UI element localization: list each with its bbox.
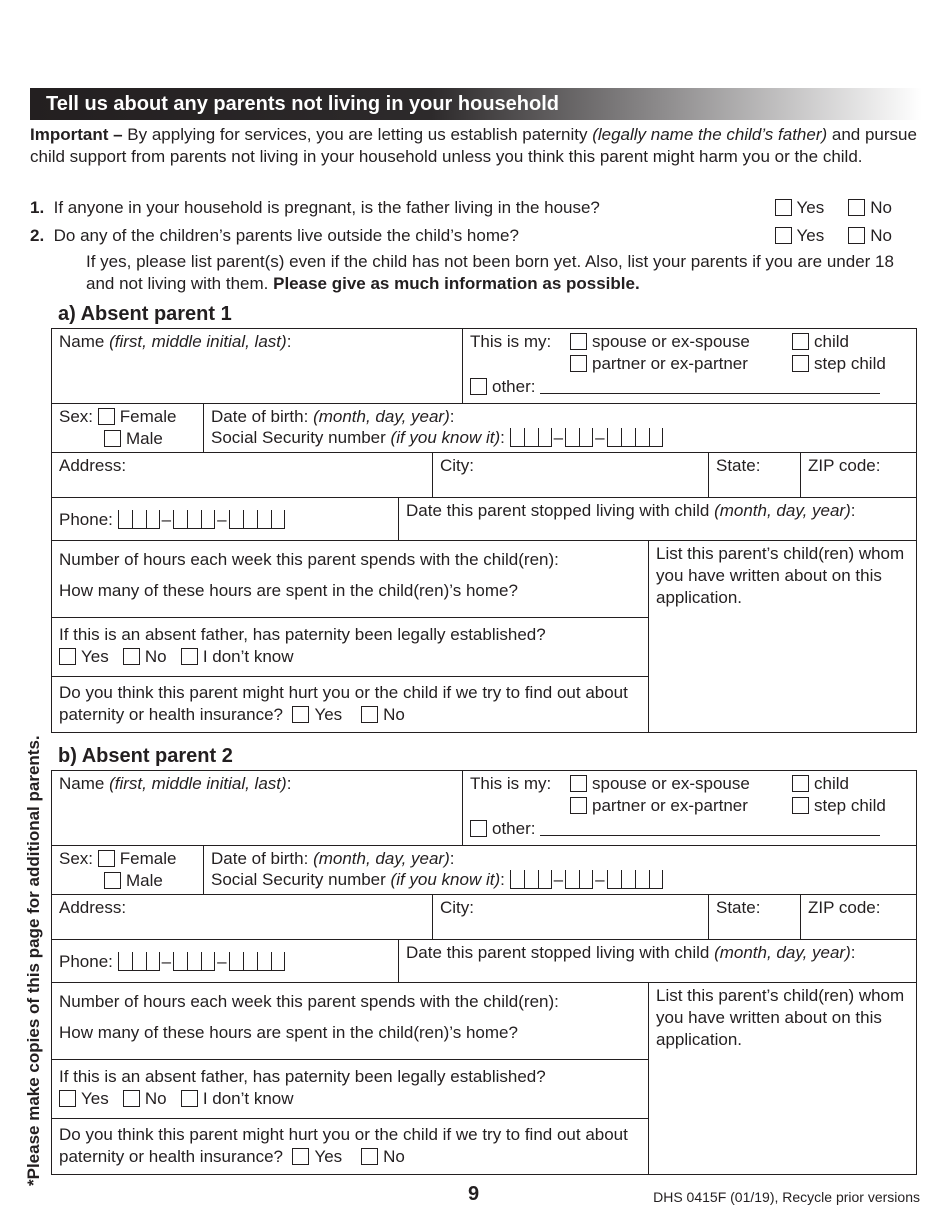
- other-label: other:: [492, 819, 536, 838]
- spouse-checkbox[interactable]: [570, 775, 587, 792]
- intro-text: By applying for services, you are letting us establish paternity: [122, 125, 593, 144]
- hours-home-label: How many of these hours are spent in the child(ren)’s home?: [59, 1023, 518, 1042]
- sex-field: [52, 846, 204, 895]
- dob-label: Date of birth:: [211, 849, 314, 868]
- city-label: City:: [440, 898, 474, 917]
- yes-label: Yes: [81, 647, 109, 666]
- dob-ssn-field: Date of birth: (month, day, year): Social Security number (if you know it): – –: [204, 404, 917, 453]
- date-stopped-hint: (month, day, year): [714, 943, 851, 962]
- male-label: Male: [126, 871, 163, 890]
- intro-text-2: and pursue child support from parents not living in your household unless you think this parent might harm you or the child.: [30, 125, 917, 166]
- male-checkbox[interactable]: [104, 430, 121, 447]
- absent-parent-heading: b) Absent parent 2: [58, 745, 233, 767]
- address-field[interactable]: [52, 895, 433, 940]
- name-hint: (first, middle initial, last): [109, 332, 287, 351]
- phone-prefix[interactable]: [173, 952, 215, 971]
- dob-hint: (month, day, year): [313, 849, 450, 868]
- name-field[interactable]: [52, 329, 463, 404]
- yes-label: Yes: [796, 226, 825, 245]
- phone-label: Phone:: [59, 510, 113, 529]
- address-label: Address:: [59, 898, 127, 917]
- ssn-part-3[interactable]: [607, 870, 663, 889]
- sex-label: Sex:: [59, 407, 94, 426]
- question-1: [30, 197, 920, 219]
- q1-no-checkbox[interactable]: [848, 199, 865, 216]
- partner-label: partner or ex-partner: [592, 796, 748, 815]
- zip-label: ZIP code:: [808, 898, 881, 917]
- relationship-field: [463, 771, 917, 846]
- partner-label: partner or ex-partner: [592, 354, 748, 373]
- paternity-label: If this is an absent father, has paternity been legally established?: [59, 625, 546, 644]
- other-input[interactable]: [540, 378, 880, 394]
- female-checkbox[interactable]: [98, 408, 115, 425]
- paternity-label: If this is an absent father, has paternity been legally established?: [59, 1067, 546, 1086]
- female-label: Female: [119, 849, 177, 868]
- address-field[interactable]: [52, 453, 433, 498]
- paternity-dont-know-checkbox[interactable]: [181, 648, 198, 665]
- step-child-checkbox[interactable]: [792, 355, 809, 372]
- phone-label: Phone:: [59, 952, 113, 971]
- spouse-label: spouse or ex-spouse: [592, 774, 750, 793]
- intro-italic: (legally name the child’s father): [592, 125, 828, 144]
- date-stopped-field[interactable]: [399, 940, 917, 983]
- zip-field[interactable]: [801, 453, 917, 498]
- name-label: Name: [59, 332, 110, 351]
- name-label: Name: [59, 774, 110, 793]
- question-2: [30, 225, 920, 247]
- ssn-hint: (if you know it): [390, 428, 501, 447]
- other-checkbox[interactable]: [470, 378, 487, 395]
- zip-label: ZIP code:: [808, 456, 881, 475]
- phone-area[interactable]: [118, 952, 160, 971]
- question-text: Do any of the children’s parents live outside the child’s home?: [53, 226, 519, 245]
- important-label: Important –: [30, 125, 123, 144]
- step-child-label: step child: [814, 796, 886, 815]
- hurt-field: [52, 1119, 649, 1175]
- dob-field[interactable]: [211, 406, 910, 427]
- phone-field: Phone: – –: [52, 498, 399, 541]
- this-is-my-label: This is my:: [470, 332, 552, 351]
- hurt-yes-checkbox[interactable]: [292, 1148, 309, 1165]
- spouse-checkbox[interactable]: [570, 333, 587, 350]
- ssn-part-2[interactable]: [565, 428, 593, 447]
- parent-table: [51, 328, 917, 733]
- dont-know-label: I don’t know: [202, 647, 294, 666]
- colon: :: [500, 428, 505, 447]
- child-checkbox[interactable]: [792, 775, 809, 792]
- colon: :: [286, 774, 292, 793]
- hours-home-label: How many of these hours are spent in the child(ren)’s home?: [59, 581, 518, 600]
- male-checkbox[interactable]: [104, 872, 121, 889]
- state-field[interactable]: [709, 895, 801, 940]
- dont-know-label: I don’t know: [202, 1089, 294, 1108]
- child-label: child: [814, 332, 849, 351]
- yes-label: Yes: [314, 1147, 343, 1166]
- hours-label: Number of hours each week this parent spends with the child(ren):: [59, 550, 559, 569]
- no-label: No: [870, 226, 892, 245]
- ssn-part-2[interactable]: [565, 870, 593, 889]
- date-stopped-label: Date this parent stopped living with child: [406, 501, 715, 520]
- zip-field[interactable]: [801, 895, 917, 940]
- page-number: 9: [468, 1183, 480, 1205]
- partner-checkbox[interactable]: [570, 797, 587, 814]
- side-note: *Please make copies of this page for additional parents.: [24, 735, 43, 1186]
- male-label: Male: [126, 429, 163, 448]
- address-label: Address:: [59, 456, 127, 475]
- ssn-part-3[interactable]: [607, 428, 663, 447]
- no-label: No: [870, 198, 892, 217]
- note-text: If yes, please list parent(s) even if the child has not been born yet. Also, list your parents if you are under 18 and not living with them.: [86, 252, 894, 293]
- colon: :: [449, 849, 455, 868]
- form-id: DHS 0415F (01/19), Recycle prior versions: [653, 1189, 920, 1205]
- yes-label: Yes: [81, 1089, 109, 1108]
- yes-label: Yes: [314, 705, 343, 724]
- paternity-dont-know-checkbox[interactable]: [181, 1090, 198, 1107]
- no-label: No: [144, 647, 167, 666]
- dob-ssn-field: Date of birth: (month, day, year): Social Security number (if you know it): – –: [204, 846, 917, 895]
- state-field[interactable]: [709, 453, 801, 498]
- paternity-no-checkbox[interactable]: [123, 1090, 140, 1107]
- children-list-label: List this parent’s child(ren) whom you have written about on this application.: [656, 544, 905, 607]
- this-is-my-label: This is my:: [470, 774, 552, 793]
- paternity-yes-checkbox[interactable]: [59, 648, 76, 665]
- paternity-yes-checkbox[interactable]: [59, 1090, 76, 1107]
- sex-label: Sex:: [59, 849, 94, 868]
- ssn-label: Social Security number: [211, 870, 391, 889]
- city-label: City:: [440, 456, 474, 475]
- hurt-field: [52, 677, 649, 733]
- child-label: child: [814, 774, 849, 793]
- colon: :: [500, 870, 505, 889]
- other-label: other:: [492, 377, 536, 396]
- no-label: No: [383, 1147, 405, 1166]
- colon: :: [286, 332, 292, 351]
- date-stopped-field[interactable]: [399, 498, 917, 541]
- hours-label: Number of hours each week this parent spends with the child(ren):: [59, 992, 559, 1011]
- intro-paragraph: [30, 124, 920, 168]
- q2-yes-checkbox[interactable]: [775, 227, 792, 244]
- child-checkbox[interactable]: [792, 333, 809, 350]
- city-field[interactable]: [433, 895, 709, 940]
- question-number: 2.: [30, 226, 45, 245]
- question-2-note: [86, 251, 906, 295]
- paternity-field: [52, 618, 649, 677]
- hurt-yes-checkbox[interactable]: [292, 706, 309, 723]
- ssn-part-1[interactable]: [510, 428, 552, 447]
- note-bold: Please give as much information as possible.: [273, 274, 640, 293]
- q2-no-checkbox[interactable]: [848, 227, 865, 244]
- paternity-no-checkbox[interactable]: [123, 648, 140, 665]
- dob-label: Date of birth:: [211, 407, 314, 426]
- no-label: No: [383, 705, 405, 724]
- state-label: State:: [716, 456, 761, 475]
- yes-label: Yes: [796, 198, 825, 217]
- hours-field[interactable]: [52, 983, 649, 1060]
- partner-checkbox[interactable]: [570, 355, 587, 372]
- q1-yes-checkbox[interactable]: [775, 199, 792, 216]
- step-child-checkbox[interactable]: [792, 797, 809, 814]
- absent-parent-heading: a) Absent parent 1: [58, 303, 232, 325]
- dob-field[interactable]: [211, 848, 910, 869]
- children-list-label: List this parent’s child(ren) whom you have written about on this application.: [656, 986, 905, 1049]
- step-child-label: step child: [814, 354, 886, 373]
- phone-line[interactable]: [229, 952, 285, 971]
- section-header: Tell us about any parents not living in your household: [30, 88, 922, 120]
- parent-table: [51, 770, 917, 1175]
- state-label: State:: [716, 898, 761, 917]
- other-checkbox[interactable]: [470, 820, 487, 837]
- children-list-field[interactable]: [649, 541, 918, 733]
- relationship-field: [463, 329, 917, 404]
- phone-field: Phone: – –: [52, 940, 399, 983]
- no-label: No: [144, 1089, 167, 1108]
- hurt-label: Do you think this parent might hurt you or the child if we try to find out about paternity or health insurance?: [59, 683, 628, 724]
- female-label: Female: [119, 407, 177, 426]
- ssn-part-1[interactable]: [510, 870, 552, 889]
- dob-hint: (month, day, year): [313, 407, 450, 426]
- ssn-label: Social Security number: [211, 428, 391, 447]
- name-field[interactable]: [52, 771, 463, 846]
- paternity-field: [52, 1060, 649, 1119]
- city-field[interactable]: [433, 453, 709, 498]
- date-stopped-label: Date this parent stopped living with child: [406, 943, 715, 962]
- hurt-no-checkbox[interactable]: [361, 1148, 378, 1165]
- other-input[interactable]: [540, 820, 880, 836]
- hours-field[interactable]: [52, 541, 649, 618]
- phone-prefix[interactable]: [173, 510, 215, 529]
- colon: :: [850, 501, 856, 520]
- question-text: If anyone in your household is pregnant, is the father living in the house?: [53, 198, 600, 217]
- phone-area[interactable]: [118, 510, 160, 529]
- hurt-no-checkbox[interactable]: [361, 706, 378, 723]
- ssn-hint: (if you know it): [390, 870, 501, 889]
- phone-line[interactable]: [229, 510, 285, 529]
- colon: :: [850, 943, 856, 962]
- spouse-label: spouse or ex-spouse: [592, 332, 750, 351]
- name-hint: (first, middle initial, last): [109, 774, 287, 793]
- children-list-field[interactable]: [649, 983, 918, 1175]
- colon: :: [449, 407, 455, 426]
- sex-field: [52, 404, 204, 453]
- hurt-label: Do you think this parent might hurt you or the child if we try to find out about paternity or health insurance?: [59, 1125, 628, 1166]
- date-stopped-hint: (month, day, year): [714, 501, 851, 520]
- female-checkbox[interactable]: [98, 850, 115, 867]
- question-number: 1.: [30, 198, 45, 217]
